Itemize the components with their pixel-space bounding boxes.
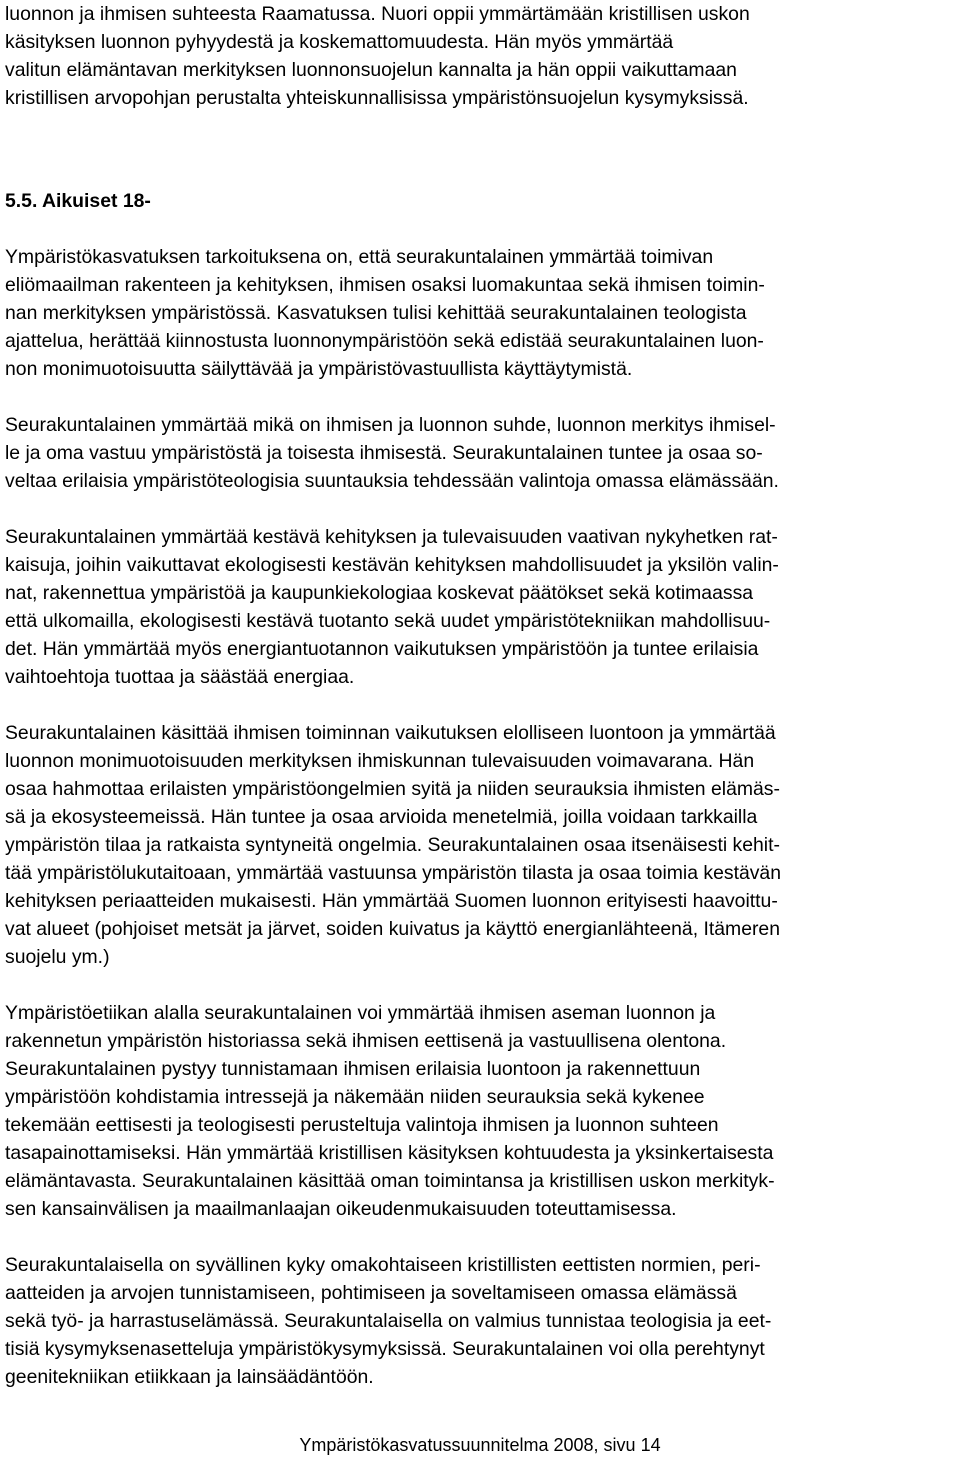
text-line: Ympäristöetiikan alalla seurakuntalainen voi ymmärtää ihmisen aseman luonnon ja bbox=[5, 1002, 716, 1024]
text-line: sä ja ekosysteemeissä. Hän tuntee ja osaa arvioida menetelmiä, joilla voidaan tarkkailla bbox=[5, 806, 758, 828]
text-line: valitun elämäntavan merkityksen luonnonsuojelun kannalta ja hän oppii vaikuttamaan bbox=[5, 59, 737, 81]
intro-paragraph bbox=[5, 0, 955, 112]
text-line: veltaa erilaisia ympäristöteologisia suuntauksia tehdessään valintoja omassa elämässään. bbox=[5, 470, 779, 492]
text-line: Ympäristökasvatuksen tarkoituksena on, että seurakuntalainen ymmärtää toimivan bbox=[5, 246, 714, 268]
page-footer: Ympäristökasvatussuunnitelma 2008, sivu 14 bbox=[299, 1435, 661, 1455]
section-heading: 5.5. Aikuiset 18- bbox=[5, 190, 151, 212]
text-line: geenitekniikan etiikkaan ja lainsäädäntöön. bbox=[5, 1366, 374, 1388]
text-line: tisiä kysymyksenasetteluja ympäristökysymyksissä. Seurakuntalainen voi olla perehtynyt bbox=[5, 1338, 765, 1360]
text-line: kehityksen periaatteiden mukaisesti. Hän ymmärtää Suomen luonnon erityisesti haavoittu- bbox=[5, 890, 778, 912]
text-line: vaihtoehtoja tuottaa ja säästää energiaa. bbox=[5, 666, 355, 688]
spacer bbox=[5, 691, 955, 719]
spacer bbox=[5, 971, 955, 999]
paragraph-2 bbox=[5, 411, 955, 495]
text-line: sen kansainvälisen ja maailmanlaajan oikeudenmukaisuuden toteuttamisessa. bbox=[5, 1198, 677, 1220]
spacer bbox=[5, 495, 955, 523]
text-line: Seurakuntalainen käsittää ihmisen toiminnan vaikutuksen elolliseen luontoon ja ymmärtää bbox=[5, 722, 776, 744]
text-line: rakennetun ympäristön historiassa sekä ihmisen eettisenä ja vastuullisena olentona. bbox=[5, 1030, 727, 1052]
text-line: ympäristöön kohdistamia intressejä ja näkemään niiden seurauksia sekä kykenee bbox=[5, 1086, 705, 1108]
text-line: Seurakuntalainen ymmärtää mikä on ihmisen ja luonnon suhde, luonnon merkitys ihmisel- bbox=[5, 414, 776, 436]
text-line: tekemään eettisesti ja teologisesti perusteltuja valintoja ihmisen ja luonnon suhteen bbox=[5, 1114, 719, 1136]
text-line: aatteiden ja arvojen tunnistamiseen, pohtimiseen ja soveltamiseen omassa elämässä bbox=[5, 1282, 737, 1304]
paragraph-3 bbox=[5, 523, 955, 691]
text-line: suojelu ym.) bbox=[5, 946, 110, 968]
text-line: det. Hän ymmärtää myös energiantuotannon vaikutuksen ympäristöön ja tuntee erilaisia bbox=[5, 638, 759, 660]
text-line: tasapainottamiseksi. Hän ymmärtää kristillisen käsityksen kohtuudesta ja yksinkertaisesta bbox=[5, 1142, 774, 1164]
text-line: luonnon ja ihmisen suhteesta Raamatussa. Nuori oppii ymmärtämään kristillisen uskon bbox=[5, 3, 750, 25]
paragraph-5 bbox=[5, 999, 955, 1223]
paragraph-4 bbox=[5, 719, 955, 971]
text-line: non monimuotoisuutta säilyttävää ja ympäristövastuullista käyttäytymistä. bbox=[5, 358, 633, 380]
text-line: vat alueet (pohjoiset metsät ja järvet, soiden kuivatus ja käyttö energianlähteenä, Itämeren bbox=[5, 918, 781, 940]
text-line: että ulkomailla, ekologisesti kestävä tuotanto sekä uudet ympäristötekniikan mahdollisuu- bbox=[5, 610, 771, 632]
text-line: kristillisen arvopohjan perustalta yhteiskunnallisissa ympäristönsuojelun kysymyksissä. bbox=[5, 87, 749, 109]
text-line: elämäntavasta. Seurakuntalainen käsittää oman toimintansa ja kristillisen uskon merkityk- bbox=[5, 1170, 775, 1192]
text-line: kaisuja, joihin vaikuttavat ekologisesti kestävän kehityksen mahdollisuudet ja yksilön valin- bbox=[5, 554, 779, 576]
text-line: ajattelua, herättää kiinnostusta luonnonympäristöön sekä edistää seurakuntalainen luon- bbox=[5, 330, 764, 352]
text-line: Seurakuntalainen ymmärtää kestävä kehityksen ja tulevaisuuden vaativan nykyhetken rat- bbox=[5, 526, 778, 548]
section-body bbox=[5, 187, 955, 1391]
text-line: ympäristön tilaa ja ratkaista syntyneitä ongelmia. Seurakuntalainen osaa itsenäisesti kehit- bbox=[5, 834, 780, 856]
text-line: osaa hahmottaa erilaisten ympäristöongelmien syitä ja niiden seurauksia ihmisten elämäs- bbox=[5, 778, 780, 800]
spacer bbox=[5, 383, 955, 411]
text-line: nan merkityksen ympäristössä. Kasvatuksen tulisi kehittää seurakuntalainen teologista bbox=[5, 302, 747, 324]
text-line: käsityksen luonnon pyhyydestä ja koskemattomuudesta. Hän myös ymmärtää bbox=[5, 31, 674, 53]
text-line: nat, rakennettua ympäristöä ja kaupunkiekologiaa koskevat päätökset sekä kotimaassa bbox=[5, 582, 754, 604]
text-line: Seurakuntalainen pystyy tunnistamaan ihmisen erilaisia luontoon ja rakennettuun bbox=[5, 1058, 701, 1080]
text-line: sekä työ- ja harrastuselämässä. Seurakuntalaisella on valmius tunnistaa teologisia ja eet- bbox=[5, 1310, 772, 1332]
spacer bbox=[5, 215, 955, 243]
spacer bbox=[5, 1223, 955, 1251]
text-line: eliömaailman rakenteen ja kehityksen, ihmisen osaksi luomakuntaa sekä ihmisen toimin- bbox=[5, 274, 765, 296]
text-line: luonnon monimuotoisuuden merkityksen ihmiskunnan tulevaisuuden voimavarana. Hän bbox=[5, 750, 755, 772]
text-line: tää ympäristölukutaitoaan, ymmärtää vastuunsa ympäristön tilasta ja osaa toimia kestävän bbox=[5, 862, 782, 884]
paragraph-6 bbox=[5, 1251, 955, 1391]
paragraph-1 bbox=[5, 243, 955, 383]
text-line: le ja oma vastuu ympäristöstä ja toisesta ihmisestä. Seurakuntalainen tuntee ja osaa so- bbox=[5, 442, 763, 464]
text-line: Seurakuntalaisella on syvällinen kyky omakohtaiseen kristillisten eettisten normien, peri- bbox=[5, 1254, 761, 1276]
